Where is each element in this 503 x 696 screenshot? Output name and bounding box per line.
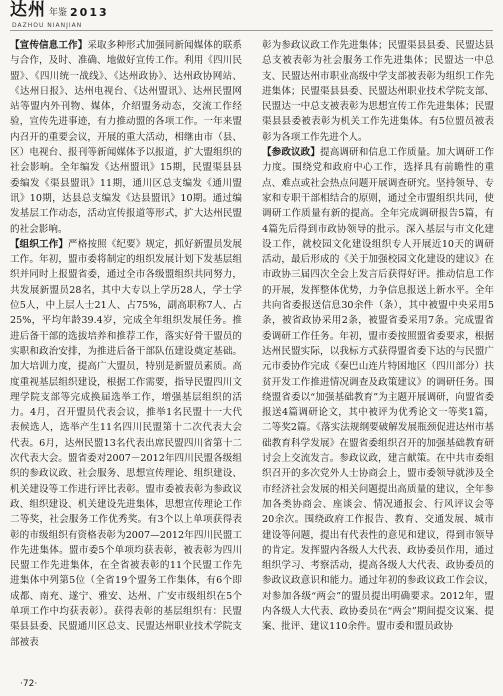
section-body: 采取多种形式加强同新闻媒体的联系与合作，及时、准确、地做好宣传工作。利用《四川民盟》、《四川统一战线》、《达州政协》、达州政协网站、《达州日报》、达州电视台、《达州盟讯》、达州民盟网站等盟内外刊物、媒体，介绍盟务动态，交流工作经验，宣传先进事迹，有力推动盟的各项工作。一年来盟内召开的重要会议，开展的重大活动，相继由市（县、区）电视台、报刊等新闻媒体予以报道，扩大盟组织的社会影响。全年编发《达州盟讯》15期，民盟渠县县委编发《渠县盟讯》11期，通川区总支编发《通川盟讯》10期，达县总支编发《达县盟讯》10期。通过编发基层工作动态，活动宣传报道等形式，扩大达州民盟的社会影响。: [10, 40, 243, 235]
section-publicity: [10, 38, 242, 237]
section-heading: 【参政议政】: [262, 147, 321, 159]
section-heading: 【宣传信息工作】: [10, 40, 88, 51]
section-heading: 【组织工作】: [10, 238, 69, 250]
section-body: 提高调研和信息工作质量。加大调研工作力度。围绕党和政府中心工作，选择具有前瞻性的重点、难点或社会热点问题开展调查研究。坚持领导、专家和专职干部相结合的原则，通过全市盟组织共同，使调研工作质量有新的提高。全年完成调研报告5篇，有4篇先后得到市政协领导的批示。深入基层与市文化建设工作，就校园文化建设组织专人开展近10天的调研活动，最后形成的《关于加强校园文化建设的建议》在市政协三届四次全会上发言后获得好评。推动信息工作的开展，发挥整体优势，力争信息报送上新水平。全年共向省委报送信息30余件（条），其中被盟中央采用5条，被省政协采用2条，被盟省委采用7条。完成盟省委调研工作任务。年初，盟市委按照盟省委要求，根据达州民盟实际，以我标方式获得盟省委下达的与民盟广元市委协作完成《秦巴山连片特困地区（四川部分）扶贫开发工作推进情况调查及政策建议》的调研任务。围绕盟省委以“加强基础教育”为主题开展调研，向盟省委报送4篇调研论文，其中被评为优秀论文一等奖1篇，二等奖2篇。《落实法规纲要破解发展瓶颈促进达州市基础教育科学发展》在盟省委组织召开的加强基础教育研讨会上交流发言。参政议政，建言献策。在中共市委组织召开的多次党外人士协商会上，盟市委领导就涉及全市经济社会发展的相关问题提出高质量的建议，全年参加各类协商会、座谈会、情况通报会、行风评议会等20余次。围绕政府工作报告、教育、交通发展、城市建设等问题，提出有代表性的意见和建议，得到市领导的肯定。发挥盟内各级人大代表、政协委员作用，通过组织学习、考察活动，提高各级人大代表、政协委员的参政议政意识和能力。通过年初的参政议政工作会议，对参加各级“两会”的盟员提出明确要求。2012年，盟内各级人大代表、政协委员在“两会”期间提交议案、提案、批评、建议110余件。盟市委和盟员政协: [262, 147, 495, 633]
yearbook-year: 2013: [70, 6, 109, 19]
yearbook-title: 达州: [10, 0, 46, 20]
section-political-participation: [262, 145, 494, 635]
page-header: [0, 0, 503, 34]
right-column: [262, 38, 494, 635]
page-number: ·72·: [20, 679, 38, 689]
section-organization-continued: [262, 38, 494, 145]
header-rule: [10, 30, 493, 31]
left-column: [10, 38, 242, 650]
section-body: 彰为参政议政工作先进集体；民盟渠县县委、民盟达县总支被表彰为社会服务工作先进集体；民盟达一中总支、民盟达州市职业高级中学支部被表彰为组织工作先进集体；民盟渠县县委、民盟达州职业技术学院支部、民盟达一中总支被表彰为思想宣传工作先进集体；民盟渠县县委被表彰为机关工作先进集体。有5位盟员被表彰为各项工作先进个人。: [262, 40, 494, 143]
section-body: 严格按照《纪要》规定，抓好新盟员发展工作。年初，盟市委将制定的组织发展计划下发基层组织并同时上报盟省委，通过全市各级盟组织共同努力，共发展新盟员28名，其中大专以上学历28人，学士学位5人，中上层人士21人、占75%，副高职称7人、占25%，平均年龄39.4岁，完成全年组织发展任务。推进后备干部的选拔培养和推荐工作，落实好骨干盟员的实职和政治安排，为推进后备干部队伍建设奠定基础。加大培训力度，提高广大盟员，特别是新盟员素质。高度重视基层组织建设，根据工作需要，指导民盟四川文理学院支部等完成换届选举工作，增强基层组织的活力。4月，召开盟员代表会议，推举1名民盟十一大代表候选人，选举产生11名四川民盟第十二次代表大会代表。6月，达州民盟13名代表出席民盟四川省第十二次代表大会。盟省委对2007－2012年四川民盟各级组织的参政议政、社会服务、思想宣传理论、组织建设、机关建设等工作进行评比表彰。盟市委被表彰为参政议政、组织建设、机关建设先进集体，思想宣传理论工作二等奖，社会服务工作优秀奖。有3个以上单项获得表彰的市级组织有资格表彰为2007—2012年四川民盟工作先进集体。盟市委5个单项均获表彰，被表彰为四川民盟工作先进集体，在全省被表彰的11个民盟工作先进集体中列第5位（全省19个盟务工作集体，有6个即成都、南充、遂宁、雅安、达州、广安市级组织在5个单项工作中均获表彰）。获得表彰的基层组织有：民盟渠县县委、民盟通川区总支、民盟达州职业技术学院支部被表: [10, 238, 243, 648]
section-organization: [10, 237, 242, 650]
yearbook-logo: [10, 0, 109, 20]
yearbook-title-en: DAZHOU NIANJIAN: [12, 22, 83, 29]
yearbook-title-suffix: 年鉴: [49, 8, 68, 18]
